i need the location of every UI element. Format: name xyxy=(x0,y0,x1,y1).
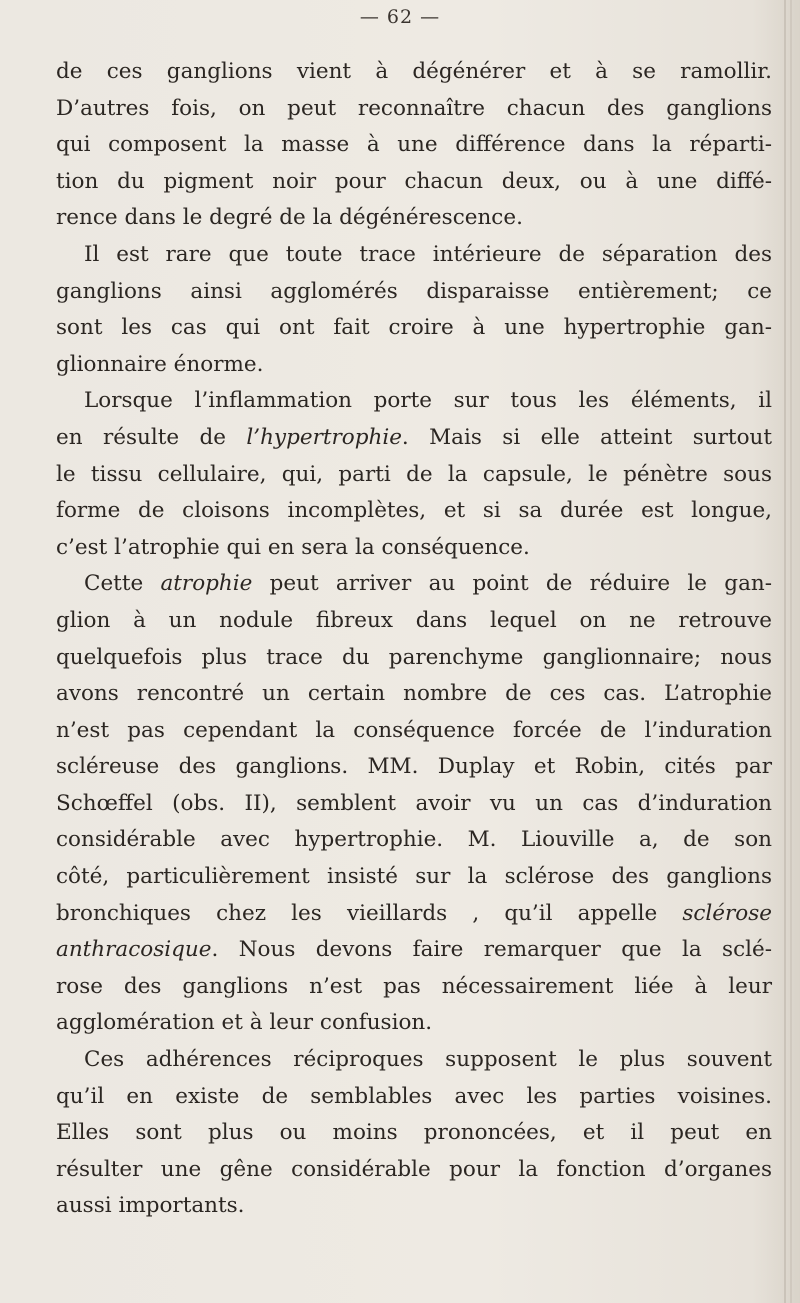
italic-term: anthracosique xyxy=(56,937,212,963)
italic-term: sclérose xyxy=(682,900,772,926)
text-run: bronchiques chez les vieillards , qu’il appelle xyxy=(56,900,683,926)
italic-term: atrophie xyxy=(160,571,253,597)
text-line: glion à un nodule fibreux dans lequel on ne retrouve xyxy=(56,607,772,633)
text-line: Elles sont plus ou moins prononcées, et il peut en xyxy=(56,1120,772,1146)
text-line: considérable avec hypertrophie. M. Liouville a, de son xyxy=(56,827,772,853)
text-line: agglomération et à leur confusion. xyxy=(56,1010,433,1036)
text-run: en résulte de xyxy=(56,424,247,450)
text-run: . Mais si elle atteint surtout xyxy=(401,424,772,450)
text-line: Lorsque l’inflammation porte sur tous les éléments, il xyxy=(84,388,772,414)
text-line: ganglions ainsi agglomérés disparaisse entièrement; ce xyxy=(56,278,772,304)
text-line: Schœffel (obs. II), semblent avoir vu un cas d’induration xyxy=(56,790,772,816)
text-line xyxy=(56,566,772,603)
text-line: sont les cas qui ont fait croire à une hypertrophie gan- xyxy=(56,315,772,341)
text-line: Il est rare que toute trace intérieure de séparation des xyxy=(84,241,772,267)
italic-term: l’hypertrophie xyxy=(246,424,402,450)
page-number: — 62 — xyxy=(359,6,441,28)
text-line: rose des ganglions n’est pas nécessairement liée à leur xyxy=(56,973,772,999)
text-run: . Nous devons faire remarquer que la sclé- xyxy=(211,937,772,963)
text-run: peut arriver au point de réduire le gan- xyxy=(252,571,773,597)
text-line: forme de cloisons incomplètes, et si sa durée est longue, xyxy=(56,498,772,524)
text-line: avons rencontré un certain nombre de ces cas. L’atrophie xyxy=(56,681,772,707)
text-line: quelquefois plus trace du parenchyme ganglionnaire; nous xyxy=(56,644,772,670)
text-line: qu’il en existe de semblables avec les parties voisines. xyxy=(56,1083,772,1109)
text-line: qui composent la masse à une différence dans la réparti- xyxy=(56,132,772,158)
text-line: scléreuse des ganglions. MM. Duplay et Robin, cités par xyxy=(56,754,772,780)
page-edge-shadow xyxy=(784,0,786,1303)
text-line: de ces ganglions vient à dégénérer et à se ramollir. xyxy=(56,59,772,84)
text-line: Ces adhérences réciproques supposent le plus souvent xyxy=(84,1047,772,1073)
text-line: rence dans le degré de la dégénérescence. xyxy=(56,205,523,231)
text-line xyxy=(56,932,772,969)
text-run: Cette xyxy=(84,571,161,597)
text-line: n’est pas cependant la conséquence forcée de l’induration xyxy=(56,717,772,743)
text-line: glionnaire énorme. xyxy=(56,351,264,377)
text-line: tion du pigment noir pour chacun deux, ou à une diffé- xyxy=(56,168,772,194)
text-line xyxy=(56,420,772,457)
page-edge-shadow xyxy=(790,0,792,1303)
text-line: côté, particulièrement insisté sur la sclérose des ganglions xyxy=(56,864,772,890)
text-line: résulter une gêne considérable pour la fonction d’organes xyxy=(56,1156,772,1182)
text-line: c’est l’atrophie qui en sera la conséquence. xyxy=(56,534,530,560)
text-line: aussi importants. xyxy=(56,1193,245,1219)
text-line xyxy=(56,896,772,933)
text-line: D’autres fois, on peut reconnaître chacun des ganglions xyxy=(56,95,772,121)
body-text xyxy=(56,54,772,1225)
text-line: le tissu cellulaire, qui, parti de la capsule, le pénètre sous xyxy=(56,461,772,487)
